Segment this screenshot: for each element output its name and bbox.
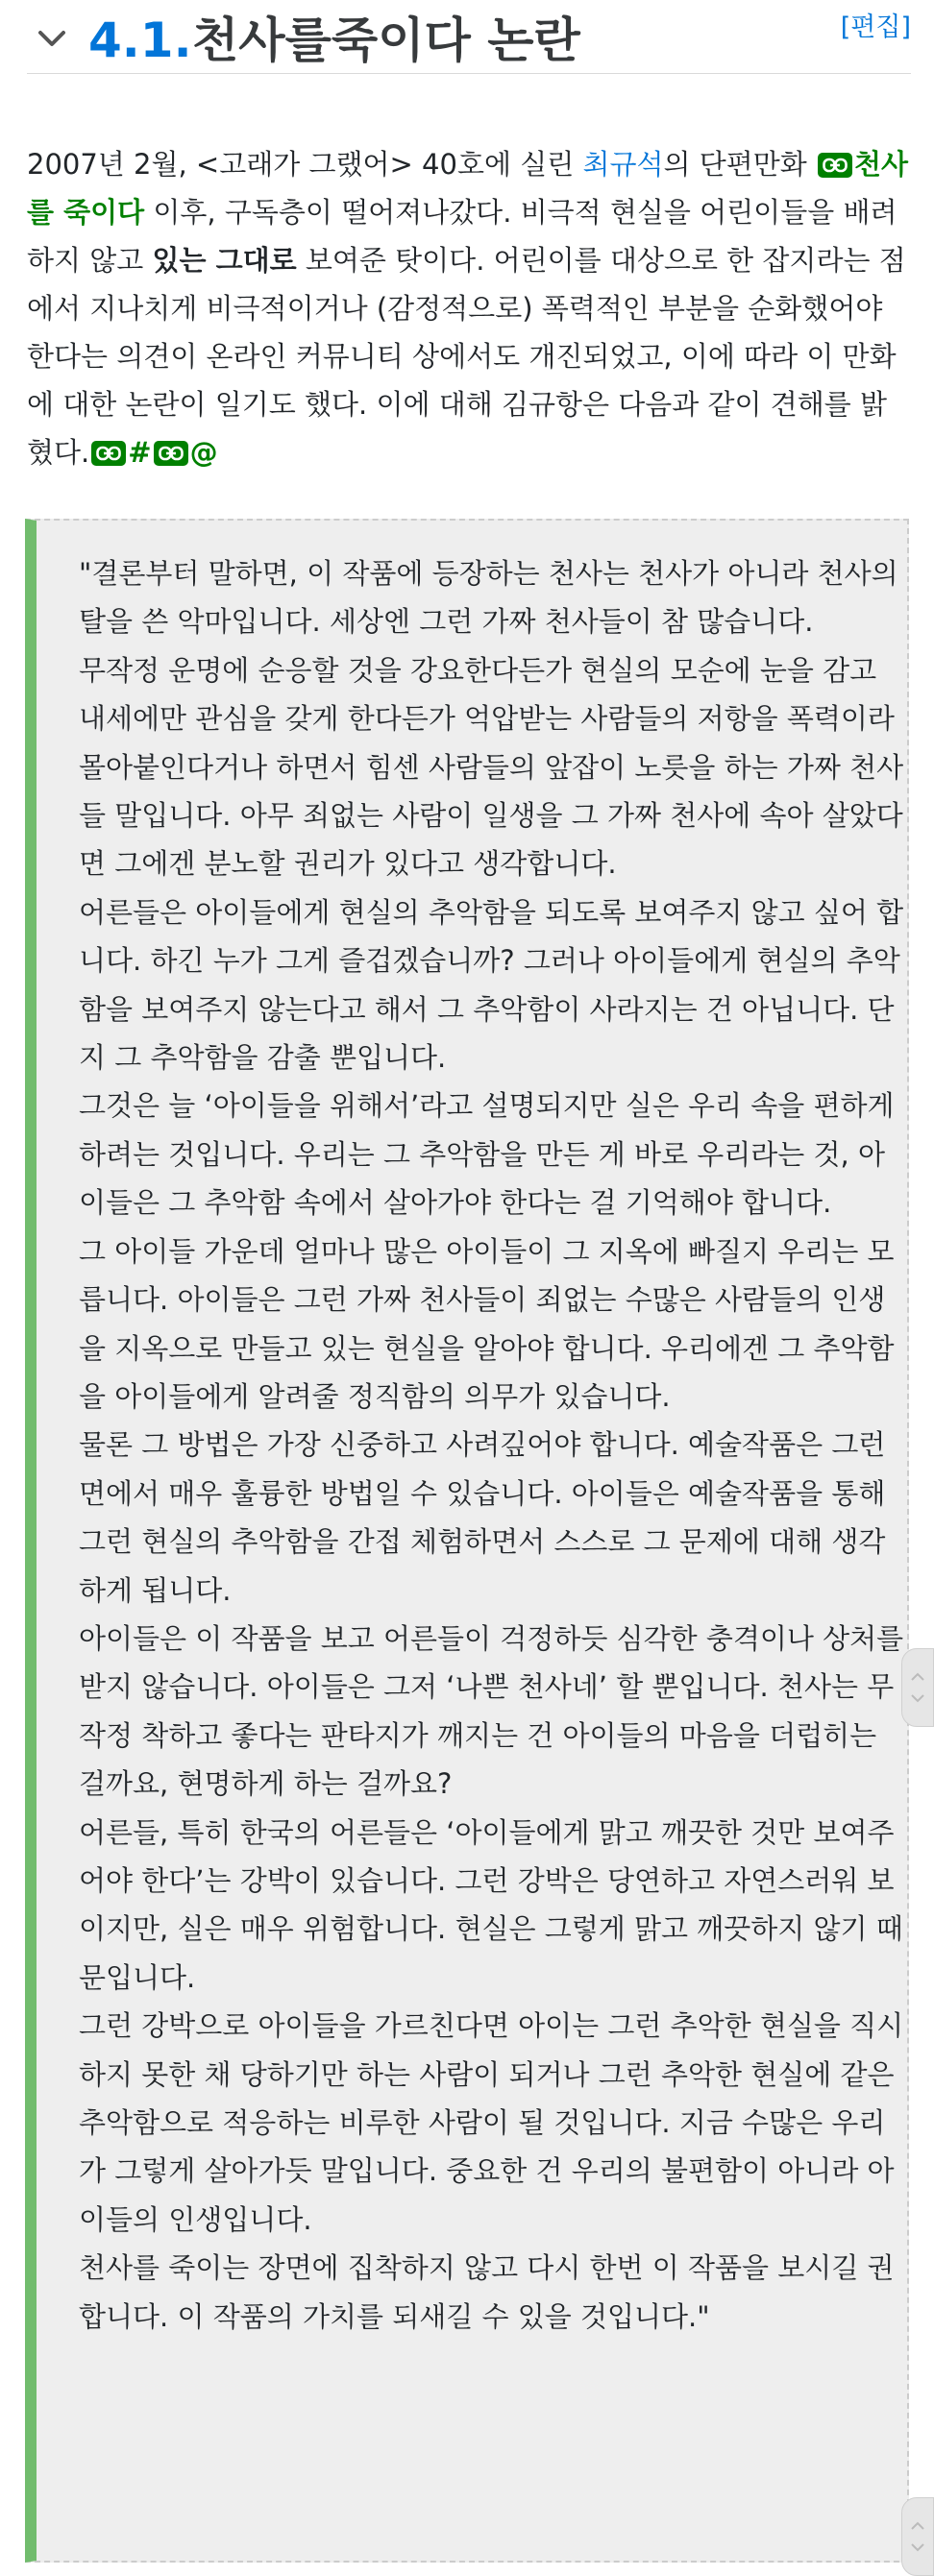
- chevron-down-icon[interactable]: [35, 21, 69, 56]
- work-link[interactable]: 천사를 죽이다: [27, 148, 909, 229]
- scroll-updown-icon: [910, 2508, 925, 2565]
- section-header: [27, 0, 911, 74]
- reference-link-hash[interactable]: #: [128, 436, 152, 469]
- intro-text: 2007년 2월, <고래가 그랬어> 40호에 실린: [27, 148, 583, 181]
- author-link[interactable]: 최규석: [582, 148, 664, 181]
- quote-paragraph: 무작정 운명에 순응할 것을 강요한다든가 현실의 모순에 눈을 감고 내세에만 관심을 갖게 한다든가 억압받는 사람들의 저항을 폭력이라 몰아붙인다거나 하면서 힘센 사람들의 앞잡이 노릇을 하는 가짜 천사들 말입니다. 아무 죄없는 사람이 일생을 그 가짜 천사에 속아 살았다면 그에겐 분노할 권리가 있다고 생각합니다.: [79, 653, 904, 881]
- section-title: 천사를죽이다 논란: [192, 12, 580, 68]
- quote-paragraph: 어른들, 특히 한국의 어른들은 ‘아이들에게 맑고 깨끗한 것만 보여주어야 한다’는 강박이 있습니다. 그런 강박은 당연하고 자연스러워 보이지만, 실은 매우 위험합니다. 현실은 그렇게 맑고 깨끗하지 않기 때문입니다.: [79, 1815, 903, 1994]
- quote-paragraph: 그 아이들 가운데 얼마나 많은 아이들이 그 지옥에 빠질지 우리는 모릅니다. 아이들은 그런 가짜 천사들이 죄없는 수많은 사람들의 인생을 지옥으로 만들고 있는 현실을 알아야 합니다. 우리에겐 그 추악함을 아이들에게 알려줄 정직함의 의무가 있습니다.: [79, 1234, 895, 1413]
- bold-phrase: 있는 그대로: [152, 244, 297, 277]
- quote-paragraph: 아이들은 이 작품을 보고 어른들이 걱정하듯 심각한 충격이나 상처를 받지 않습니다. 아이들은 그저 ‘나쁜 천사네’ 할 뿐입니다. 천사는 무작정 착하고 좋다는 판타지가 깨지는 건 아이들의 마음을 더럽히는 걸까요, 현명하게 하는 걸까요?: [79, 1621, 904, 1801]
- quote-paragraph: 어른들은 아이들에게 현실의 추악함을 되도록 보여주지 않고 싶어 합니다. 하긴 누가 그게 즐겁겠습니까? 그러나 아이들에게 현실의 추악함을 보여주지 않는다고 해서 그 추악함이 사라지는 건 아닙니다. 단지 그 추악함을 감출 뿐입니다.: [79, 895, 904, 1075]
- link-chain-icon[interactable]: [91, 441, 126, 466]
- quote-paragraph: 그것은 늘 ‘아이들을 위해서’라고 설명되지만 실은 우리 속을 편하게 하려는 것입니다. 우리는 그 추악함을 만든 게 바로 우리라는 것, 아이들은 그 추악함 속에서 살아가야 한다는 걸 기억해야 합니다.: [79, 1089, 895, 1220]
- scroll-updown-icon: [910, 1659, 925, 1716]
- reference-link-at[interactable]: @: [189, 436, 218, 469]
- intro-paragraph: [27, 140, 911, 476]
- quote-paragraph: "결론부터 말하면, 이 작품에 등장하는 천사는 천사가 아니라 천사의 탈을 쓴 악마입니다. 세상엔 그런 가짜 천사들이 참 많습니다.: [79, 557, 898, 639]
- quote-paragraph: 물론 그 방법은 가장 신중하고 사려깊어야 합니다. 예술작품은 그런 면에서 매우 훌륭한 방법일 수 있습니다. 아이들은 예술작품을 통해 그런 현실의 추악함을 간접 체험하면서 스스로 그 문제에 대해 생각하게 됩니다.: [79, 1428, 886, 1607]
- quote-paragraph: 천사를 죽이는 장면에 집착하지 않고 다시 한번 이 작품을 보시길 권합니다. 이 작품의 가치를 되새길 수 있을 것입니다.": [79, 2251, 895, 2333]
- scroll-updown-button[interactable]: [901, 1648, 934, 1727]
- scroll-up-button[interactable]: [901, 2497, 934, 2576]
- quote-text: [79, 549, 905, 2341]
- intro-text: 의 단편만화: [663, 148, 817, 181]
- quote-paragraph: 그런 강박으로 아이들을 가르친다면 아이는 그런 추악한 현실을 직시하지 못한 채 당하기만 하는 사람이 되거나 그런 추악한 현실에 같은 추악함으로 적응하는 비루한 사람이 될 것입니다. 지금 수많은 우리가 그렇게 살아가듯 말입니다. 중요한 건 우리의 불편함이 아니라 아이들의 인생입니다.: [79, 2009, 904, 2236]
- link-chain-icon: [818, 153, 852, 178]
- section-number[interactable]: 4.1.: [88, 12, 192, 68]
- intro-text: 보여준 탓이다. 어린이를 대상으로 한 잡지라는 점에서 지나치게 비극적이거나 (감정적으로) 폭력적인 부분을 순화했어야 한다는 의견이 온라인 커뮤니티 상에서도 개진되었고, 이에 따라 이 만화에 대한 논란이 일기도 했다. 이에 대해 김규항은 다음과 같이 견해를 밝혔다.: [27, 244, 906, 469]
- link-chain-icon[interactable]: [154, 441, 188, 466]
- intro-text: 이후, 구독층이 떨어져나갔다. 비극적 현실을 어린이들을 배려하지 않고: [27, 196, 897, 277]
- edit-link[interactable]: [편집]: [840, 12, 911, 42]
- blockquote: [25, 519, 909, 2563]
